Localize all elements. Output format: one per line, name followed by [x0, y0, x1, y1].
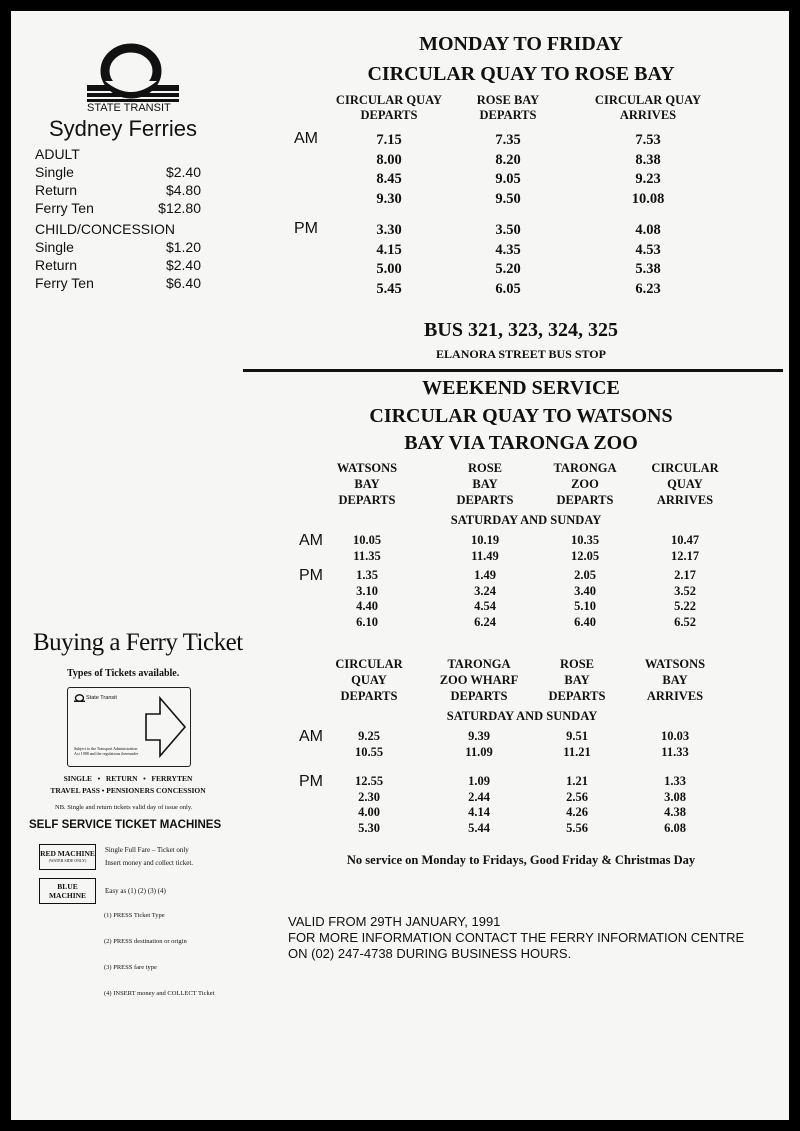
- time-cell: 2.30: [358, 789, 380, 804]
- column-header: DEPARTS: [556, 493, 614, 507]
- fare-price: $12.80: [158, 200, 201, 216]
- time-cell: 4.54: [474, 599, 496, 613]
- brand-title: Sydney Ferries: [49, 116, 197, 141]
- step-3: (3) PRESS fare type: [104, 964, 157, 971]
- ticket-kinds-1: SINGLE • RETURN • FERRYTEN: [63, 774, 193, 783]
- time-cell: 9.25: [358, 729, 380, 743]
- info-phone: ON (02) 247-4738 DURING BUSINESS HOURS.: [288, 946, 572, 961]
- time-cell: 12.17: [670, 548, 700, 563]
- time-cell: 3.24: [474, 583, 496, 598]
- pm-label: PM: [299, 567, 323, 584]
- time-cell: 12.55: [354, 774, 384, 788]
- no-service-note: No service on Monday to Fridays, Good Friday & Christmas Day: [346, 853, 696, 867]
- step-4: (4) INSERT money and COLLECT Ticket: [104, 990, 215, 997]
- valid-from: VALID FROM 29TH JANUARY, 1991: [288, 914, 501, 929]
- column-header: BAY: [564, 673, 590, 687]
- time-cell: 11.21: [563, 744, 591, 759]
- fare-label: Ferry Ten: [35, 200, 94, 216]
- time-cell: 7.35: [495, 132, 521, 148]
- column-header: DEPARTS: [456, 493, 514, 507]
- column-header: WATSONS: [336, 461, 398, 475]
- time-cell: 1.21: [566, 774, 588, 788]
- time-cell: 4.15: [376, 241, 402, 258]
- column-header: CIRCULAR: [335, 657, 403, 671]
- time-cell: 4.00: [358, 805, 380, 819]
- time-cell: 3.40: [574, 583, 596, 598]
- time-cell: 8.45: [376, 171, 402, 187]
- pm-label: PM: [294, 220, 318, 237]
- time-cell: 5.10: [574, 599, 596, 613]
- ticket-types: Types of Tickets available.: [67, 668, 180, 679]
- weekday-route: CIRCULAR QUAY TO ROSE BAY: [367, 63, 675, 85]
- ticket-kinds-2: TRAVEL PASS • PENSIONERS CONCESSION: [50, 786, 206, 795]
- fare-row: [35, 181, 201, 199]
- column-header: TARONGA: [553, 461, 617, 475]
- time-cell: 10.03: [660, 729, 690, 743]
- weekend-route-2: BAY VIA TARONGA ZOO: [404, 432, 638, 454]
- time-cell: 11.49: [471, 548, 499, 563]
- weekend-title: WEEKEND SERVICE: [422, 377, 620, 399]
- time-cell: 1.33: [664, 774, 686, 788]
- time-cell: 7.53: [635, 132, 661, 148]
- arrow-icon: [142, 694, 188, 760]
- column-header: DEPARTS: [340, 689, 398, 703]
- time-cell: 12.05: [570, 548, 600, 563]
- time-cell: 6.08: [664, 820, 686, 835]
- time-cell: 4.08: [635, 222, 661, 238]
- column-header: BAY: [472, 477, 498, 491]
- am-label: AM: [299, 532, 323, 549]
- time-cell: 11.35: [353, 548, 381, 563]
- step-1: (1) PRESS Ticket Type: [104, 912, 165, 919]
- section-divider: [243, 369, 783, 372]
- column-header: ARRIVES: [646, 689, 704, 703]
- column-header: CIRCULAR QUAY: [594, 93, 702, 107]
- time-cell: 6.23: [635, 280, 661, 297]
- time-cell: 5.00: [376, 261, 402, 277]
- column-header: ZOO: [571, 477, 599, 491]
- column-header: TARONGA: [447, 657, 511, 671]
- column-header: CIRCULAR QUAY: [335, 93, 443, 107]
- pm-label: PM: [299, 773, 323, 790]
- time-cell: 8.38: [635, 151, 661, 168]
- time-cell: 2.05: [574, 568, 596, 582]
- time-cell: 4.35: [495, 241, 521, 258]
- column-header: CIRCULAR: [651, 461, 719, 475]
- red-machine-desc-2: Insert money and collect ticket.: [105, 859, 194, 867]
- time-cell: 5.56: [566, 820, 588, 835]
- column-header: QUAY: [351, 673, 387, 687]
- time-cell: 3.08: [664, 789, 686, 804]
- time-cell: 5.45: [376, 280, 402, 297]
- time-cell: 5.38: [635, 261, 661, 277]
- time-cell: 7.15: [376, 132, 402, 148]
- ticket-card-fine-print: Subject to the Transport Administration Act 1988 and the regulations thereunder: [74, 746, 139, 756]
- fare-row: [35, 274, 201, 292]
- time-cell: 11.33: [661, 744, 689, 759]
- weekend-route-1: CIRCULAR QUAY TO WATSONS: [369, 405, 673, 427]
- blue-machine-label-2: MACHINE: [48, 891, 87, 900]
- red-machine-label: RED MACHINE: [40, 849, 95, 858]
- adult-fares: [35, 145, 201, 292]
- time-cell: 1.09: [468, 774, 490, 788]
- fare-row: [35, 238, 201, 256]
- time-cell: 2.17: [674, 568, 696, 582]
- days-label: SATURDAY AND SUNDAY: [450, 513, 602, 527]
- fare-label: Return: [35, 182, 78, 198]
- fare-price: $2.40: [165, 164, 201, 180]
- ticket-heading: Buying a Ferry Ticket: [33, 629, 243, 656]
- fare-row: [35, 199, 201, 217]
- time-cell: 3.50: [495, 222, 521, 238]
- footer-info: [288, 914, 744, 962]
- time-cell: 6.40: [574, 614, 596, 629]
- time-cell: 10.47: [670, 533, 700, 547]
- column-header: ARRIVES: [656, 493, 714, 507]
- blue-machine-label-1: BLUE: [57, 882, 78, 891]
- column-header: BAY: [354, 477, 380, 491]
- column-header: DEPARTS: [548, 689, 606, 703]
- time-cell: 5.22: [674, 599, 696, 613]
- adult-title: ADULT: [35, 146, 80, 162]
- column-header: QUAY: [667, 477, 703, 491]
- time-cell: 5.20: [495, 261, 521, 277]
- time-cell: 11.09: [465, 744, 493, 759]
- time-cell: 10.35: [570, 533, 600, 547]
- time-cell: 1.49: [474, 568, 496, 582]
- am-label: AM: [294, 130, 318, 147]
- column-header: ROSE BAY: [476, 93, 540, 107]
- fare-price: $6.40: [165, 275, 201, 291]
- time-cell: 4.38: [664, 805, 686, 819]
- weekday-title: MONDAY TO FRIDAY: [419, 33, 623, 55]
- time-cell: 4.26: [566, 805, 588, 819]
- fare-row: [35, 163, 201, 181]
- step-2: (2) PRESS destination or origin: [104, 938, 187, 945]
- ticket-card-logo-icon: [74, 694, 85, 703]
- time-cell: 10.19: [470, 533, 500, 547]
- fare-price: $1.20: [165, 239, 201, 255]
- fare-price: $4.80: [165, 182, 201, 198]
- time-cell: 5.44: [468, 820, 490, 835]
- time-cell: 3.30: [376, 222, 402, 238]
- time-cell: 6.52: [674, 614, 696, 629]
- column-header: WATSONS: [644, 657, 706, 671]
- red-machine-box: [39, 844, 96, 870]
- child-title: CHILD/CONCESSION: [35, 221, 176, 237]
- brand-subtitle: STATE TRANSIT: [87, 102, 171, 114]
- time-cell: 3.52: [674, 583, 696, 598]
- time-cell: 9.30: [376, 190, 402, 207]
- fare-label: Single: [35, 239, 74, 255]
- days-label: SATURDAY AND SUNDAY: [446, 709, 598, 723]
- fare-label: Return: [35, 257, 78, 273]
- time-cell: 4.53: [635, 241, 661, 258]
- time-cell: 9.51: [566, 729, 588, 743]
- column-header: ROSE: [559, 657, 595, 671]
- time-cell: 1.35: [356, 568, 378, 582]
- time-cell: 9.05: [495, 171, 521, 187]
- ticket-card-brand: State Transit: [86, 695, 117, 701]
- column-header: DEPARTS: [360, 108, 418, 122]
- red-machine-desc-1: Single Full Fare – Ticket only: [105, 846, 189, 854]
- column-header: ROSE: [467, 461, 503, 475]
- time-cell: 8.00: [376, 151, 402, 168]
- bus-routes: BUS 321, 323, 324, 325: [424, 319, 618, 341]
- time-cell: 8.20: [495, 151, 521, 168]
- time-cell: 10.05: [352, 533, 382, 547]
- column-header: DEPARTS: [338, 493, 396, 507]
- column-header: ARRIVES: [619, 108, 677, 122]
- blue-machine-desc: Easy as (1) (2) (3) (4): [105, 887, 166, 895]
- time-cell: 10.08: [631, 190, 665, 207]
- time-cell: 2.56: [566, 789, 588, 804]
- time-cell: 9.39: [468, 729, 490, 743]
- blue-machine-box: [39, 878, 96, 904]
- column-header: DEPARTS: [479, 108, 537, 122]
- column-header: DEPARTS: [450, 689, 508, 703]
- time-cell: 10.55: [354, 744, 384, 759]
- time-cell: 6.10: [356, 614, 378, 629]
- info-line: FOR MORE INFORMATION CONTACT THE FERRY INFORMATION CENTRE: [288, 930, 745, 945]
- timetable-page: [11, 11, 789, 1120]
- time-cell: 3.10: [356, 583, 378, 598]
- machines-title: SELF SERVICE TICKET MACHINES: [29, 819, 222, 831]
- ticket-note: NB. Single and return tickets valid day of issue only.: [55, 804, 193, 811]
- column-header: ZOO WHARF: [439, 673, 519, 687]
- time-cell: 6.05: [495, 280, 521, 297]
- fare-price: $2.40: [165, 257, 201, 273]
- bus-stop: ELANORA STREET BUS STOP: [436, 347, 606, 361]
- red-machine-sub: (WATER SIDE ONLY): [48, 858, 87, 863]
- time-cell: 9.23: [635, 171, 661, 187]
- time-cell: 5.30: [358, 820, 380, 835]
- fare-label: Single: [35, 164, 74, 180]
- time-cell: 4.14: [468, 805, 490, 819]
- column-header: BAY: [662, 673, 688, 687]
- time-cell: 6.24: [474, 614, 496, 629]
- fare-label: Ferry Ten: [35, 275, 94, 291]
- time-cell: 2.44: [468, 789, 490, 804]
- time-cell: 9.50: [495, 190, 521, 207]
- time-cell: 4.40: [356, 599, 378, 613]
- fare-row: [35, 256, 201, 274]
- am-label: AM: [299, 728, 323, 745]
- ticket-card: [67, 687, 191, 767]
